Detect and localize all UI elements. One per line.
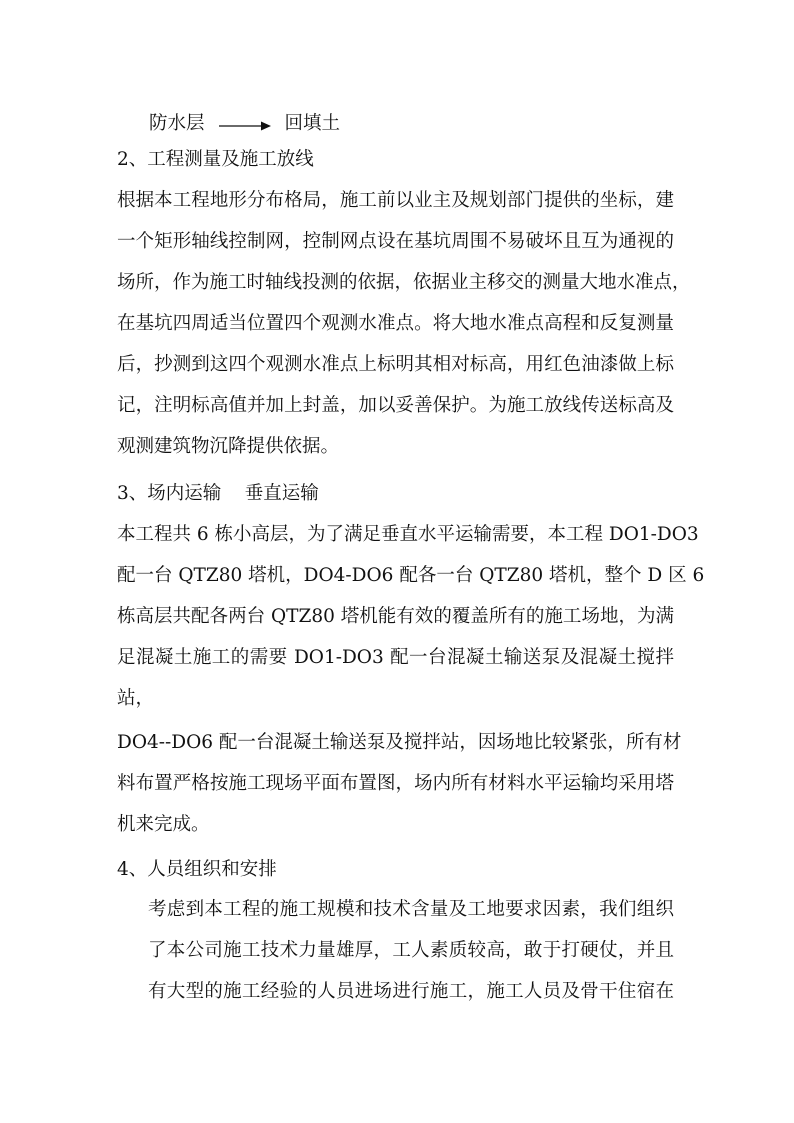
paragraph-line: 记，注明标高值并加上封盖，加以妥善保护。为施工放线传送标高及 [117, 395, 674, 416]
paragraph-line: 场所，作为施工时轴线投测的依据，依据业主移交的测量大地水准点， [117, 272, 691, 293]
arrow-right-icon [219, 119, 271, 133]
paragraph-line: 足混凝土施工的需要 DO1-DO3 配一台混凝土输送泵及混凝土搅拌 [117, 647, 674, 668]
section-heading-staffing: 4、人员组织和安排 [117, 859, 277, 880]
paragraph-line: 后，抄测到这四个观测水准点上标明其相对标高，用红色油漆做上标 [117, 354, 674, 375]
flow-line [149, 112, 340, 136]
paragraph-line: 机来完成。 [117, 814, 210, 835]
paragraph-line: 根据本工程地形分布格局，施工前以业主及规划部门提供的坐标，建 [117, 190, 674, 211]
paragraph-line: 有大型的施工经验的人员进场进行施工，施工人员及骨干住宿在 [148, 981, 674, 1002]
paragraph-line: 了本公司施工技术力量雄厚，工人素质较高，敢于打硬仗，并且 [148, 940, 674, 961]
paragraph-line: 本工程共 6 栋小高层，为了满足垂直水平运输需要，本工程 DO1-DO3 [117, 524, 699, 545]
paragraph-line: 一个矩形轴线控制网，控制网点设在基坑周围不易破坏且互为通视的 [117, 231, 674, 252]
flow-from-text: 防水层 [149, 113, 205, 134]
paragraph-line: 配一台 QTZ80 塔机，DO4-DO6 配各一台 QTZ80 塔机，整个 D 区 6 [117, 565, 705, 586]
paragraph-line: DO4--DO6 配一台混凝土输送泵及搅拌站，因场地比较紧张，所有材 [117, 732, 682, 753]
section-heading-survey: 2、工程测量及施工放线 [117, 149, 314, 170]
paragraph-line: 栋高层共配各两台 QTZ80 塔机能有效的覆盖所有的施工场地，为满 [117, 606, 674, 627]
flow-to-text: 回填土 [284, 113, 341, 134]
paragraph-line: 料布置严格按施工现场平面布置图，场内所有材料水平运输均采用塔 [117, 773, 674, 794]
paragraph-line: 观测建筑物沉降提供依据。 [117, 436, 340, 457]
section-heading-transport: 3、场内运输 垂直运输 [117, 483, 319, 504]
paragraph-line: 在基坑四周适当位置四个观测水准点。将大地水准点高程和反复测量 [117, 313, 674, 334]
paragraph-line: 考虑到本工程的施工规模和技术含量及工地要求因素，我们组织 [148, 899, 674, 920]
paragraph-line: 站， [117, 688, 155, 709]
